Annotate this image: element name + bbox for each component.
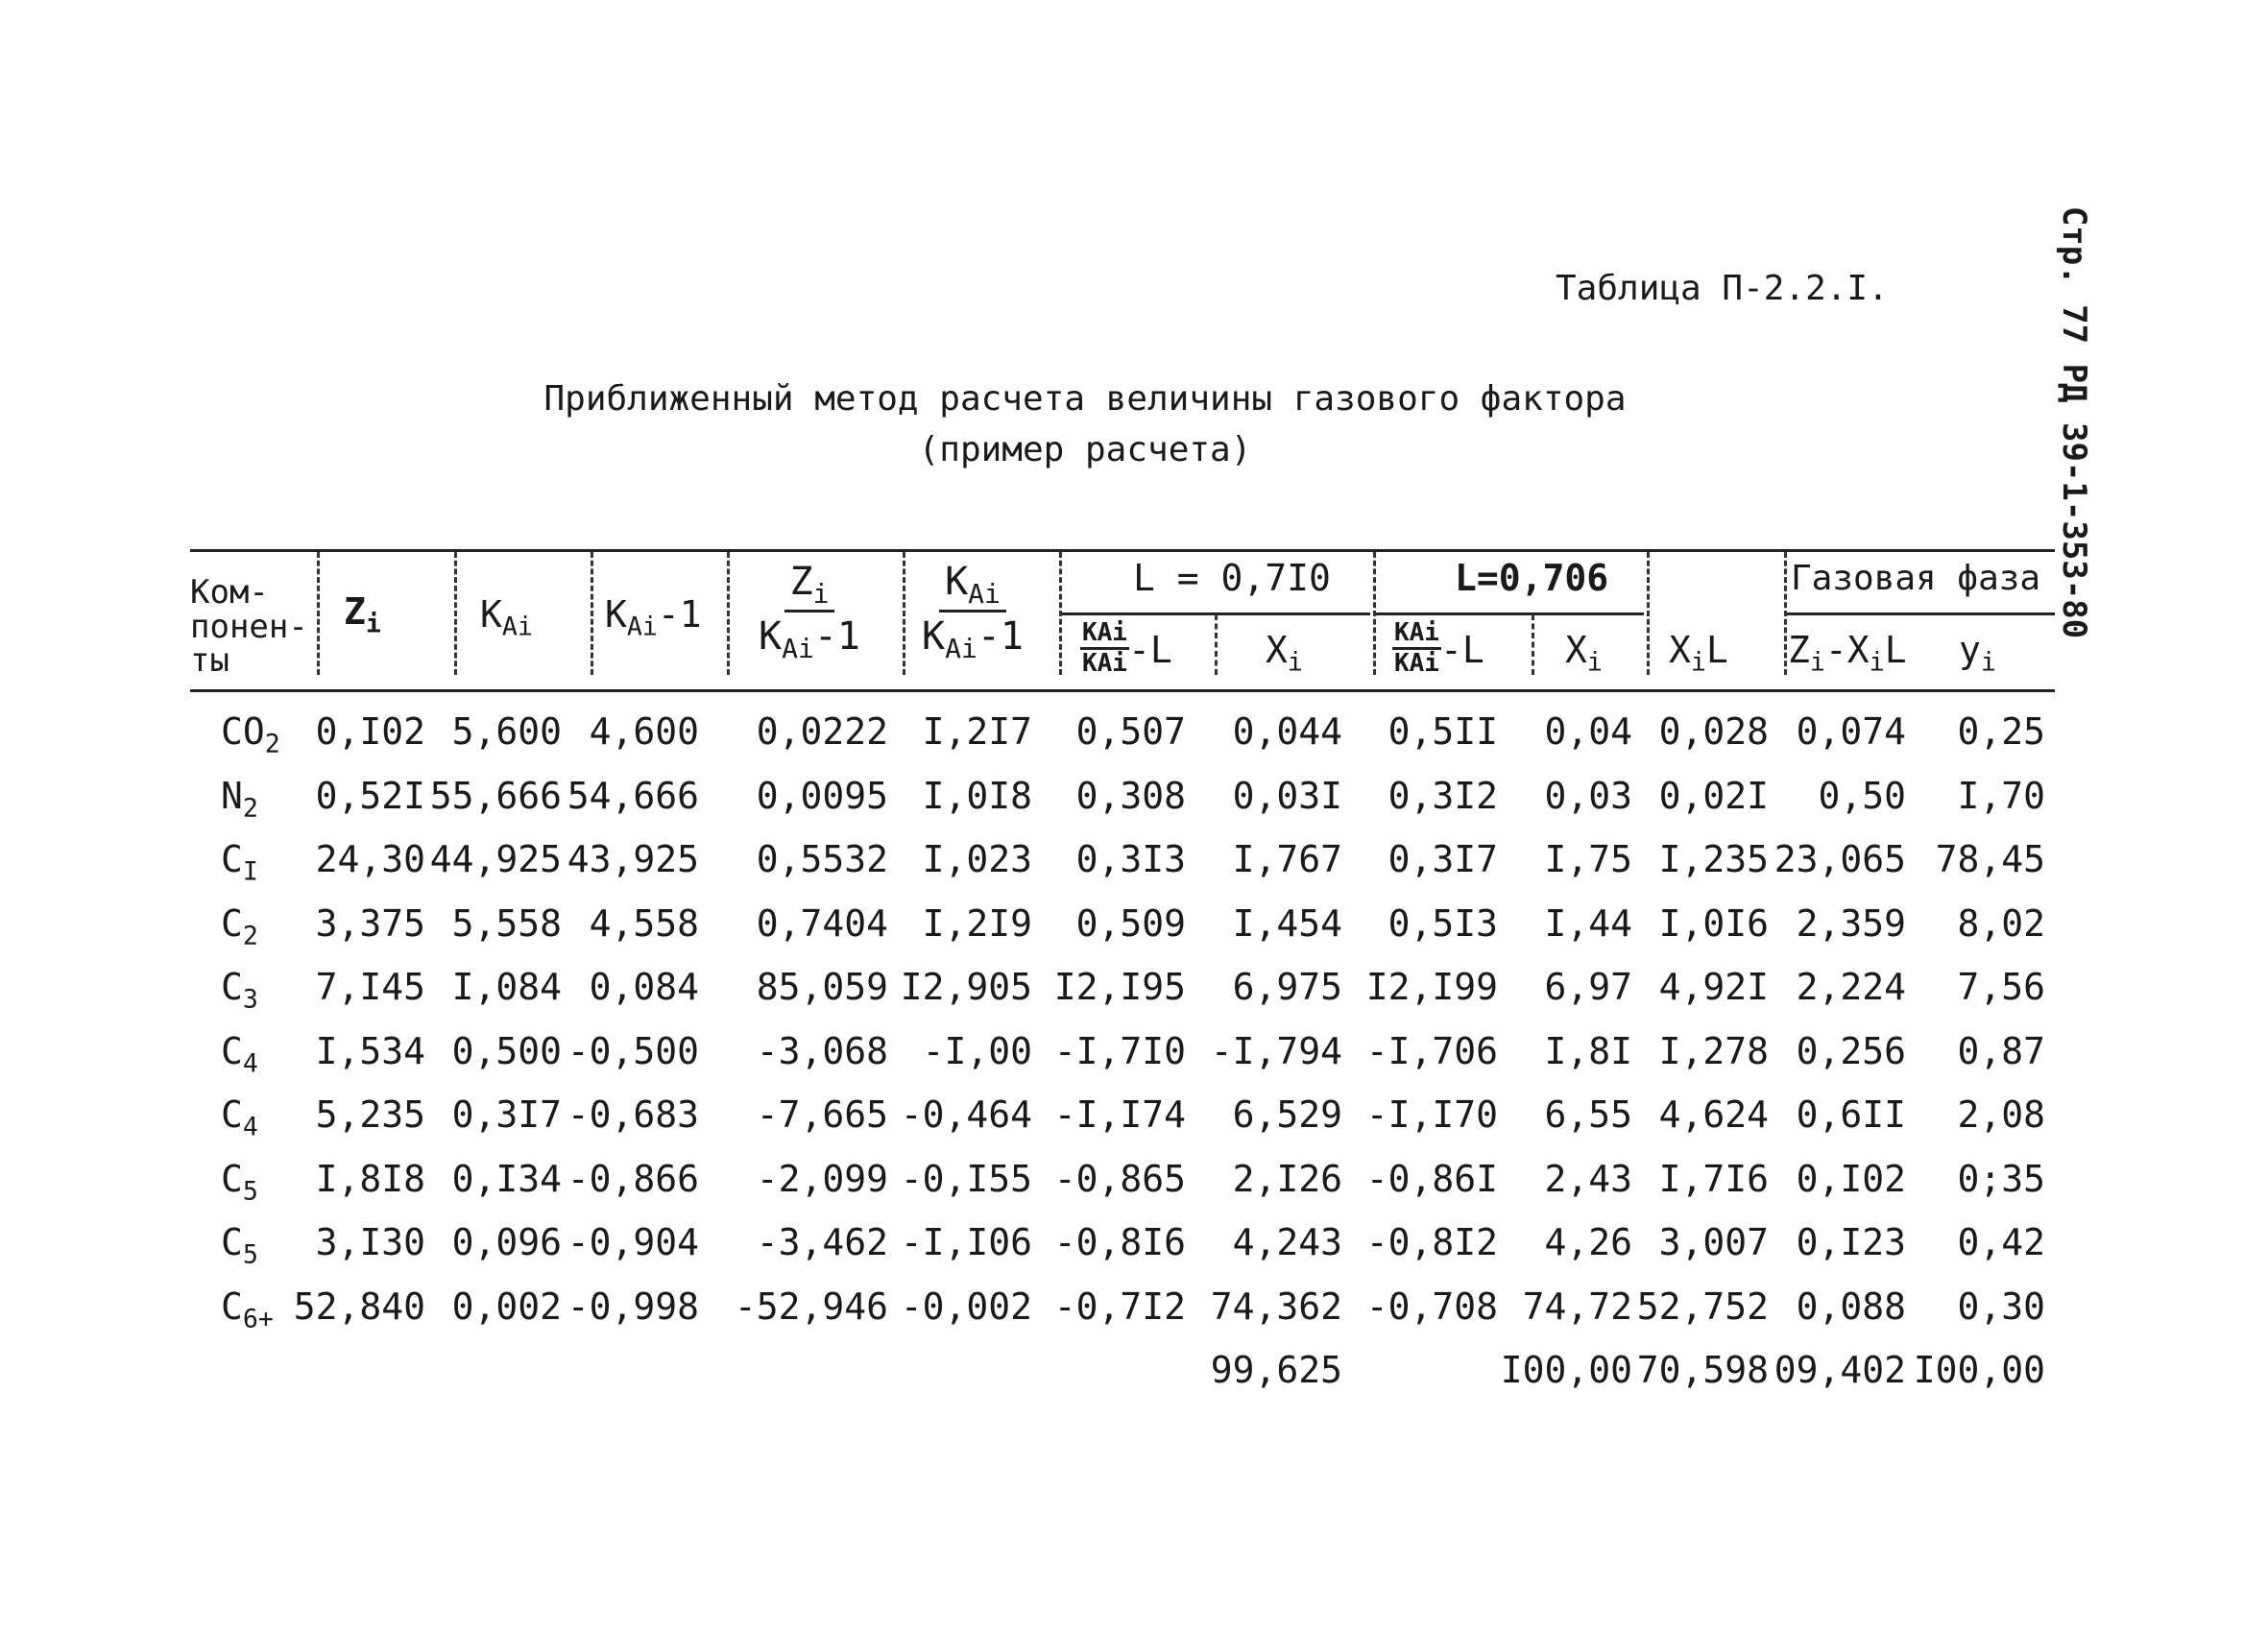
side-document-code (2036, 197, 2112, 648)
table-cell: -0,683 (567, 1093, 699, 1136)
table-cell: 23,065 (1773, 838, 1906, 880)
table-cell: 0,5I3 (1387, 901, 1498, 945)
header-k-minus-1: $K_{Ai}-1$ (605, 593, 702, 642)
table-cell: 52,840 (293, 1285, 425, 1328)
table-cell: -0,866 (567, 1157, 699, 1200)
table-cell: I,2I7 (922, 710, 1032, 753)
table-cell: 0,3I3 (1075, 838, 1186, 880)
table-cell: 0,500 (451, 1029, 562, 1072)
row-component: $C_I$ (221, 838, 258, 887)
table-cell: 5,235 (315, 1093, 425, 1136)
row-component: $C_{6+}$ (221, 1285, 274, 1334)
table-cell: -52,946 (734, 1285, 888, 1328)
table-cell: 78,45 (1935, 838, 2045, 880)
header-divider (454, 552, 457, 675)
table-cell: -3,462 (756, 1221, 888, 1263)
table-cell: 0,5II (1387, 710, 1498, 753)
header-divider (727, 552, 730, 675)
table-cell: 44,925 (429, 838, 562, 880)
header-divider (1532, 614, 1534, 675)
table-cell: -7,665 (756, 1093, 888, 1136)
table-cell: -I,I74 (1053, 1093, 1186, 1136)
table-cell: I,235 (1658, 838, 1769, 880)
table-cell: -I,I06 (900, 1221, 1032, 1263)
table-cell: 4,26 (1544, 1221, 1632, 1263)
table-cell: 74,362 (1210, 1285, 1342, 1328)
table-cell: 0,002 (451, 1285, 562, 1328)
table-cell: 0,I34 (451, 1157, 562, 1200)
table-cell: 5,600 (451, 710, 562, 753)
table-cell: 0,I23 (1796, 1221, 1906, 1263)
table-cell: -0,002 (900, 1285, 1032, 1328)
side-code-text: Стр. 77 РД 39-1-353-80 (2055, 205, 2093, 639)
header-group-l1: L = 0,7I0 (1133, 557, 1331, 599)
table-cell: -0,86I (1365, 1157, 1498, 1200)
row-component: $C_5$ (221, 1157, 258, 1207)
row-component: $N_2$ (221, 774, 258, 824)
header-gas-phase: Газовая фаза (1791, 559, 2041, 598)
header-k-ratio-l2: KAi KAi (1394, 618, 1439, 678)
table-top-rule (190, 549, 2055, 552)
table-cell: -0,464 (900, 1093, 1032, 1136)
table-cell: 55,666 (429, 774, 562, 817)
table-cell: -0,998 (567, 1285, 699, 1328)
table-cell: 2,I26 (1232, 1157, 1342, 1200)
header-divider (317, 552, 320, 675)
table-cell: 0,I02 (315, 710, 425, 753)
table-cell: I,454 (1232, 901, 1342, 945)
header-y: $y_i$ (1959, 629, 1996, 678)
header-k: $K_{Ai}$ (480, 593, 533, 642)
table-cell: I,534 (315, 1029, 425, 1072)
table-cell: I2,I99 (1365, 966, 1498, 1008)
header-bottom-rule (190, 689, 2055, 692)
table-cell: I,8I8 (315, 1157, 425, 1200)
table-cell: 0,42 (1957, 1221, 2045, 1263)
table-cell: -0,708 (1365, 1285, 1498, 1328)
table-cell: 4,243 (1232, 1221, 1342, 1263)
table-cell: 0,509 (1075, 901, 1186, 945)
table-cell: 0,084 (589, 966, 699, 1008)
table-cell: I,7I6 (1658, 1157, 1769, 1200)
table-cell: 2,224 (1796, 966, 1906, 1008)
table-cell: 0,02I (1658, 774, 1769, 817)
header-divider (1373, 552, 1376, 675)
table-cell: 2,08 (1957, 1093, 2045, 1136)
header-x-l2: $X_i$ (1565, 629, 1603, 678)
table-cell: 6,529 (1232, 1093, 1342, 1136)
table-cell: -0,7I2 (1053, 1285, 1186, 1328)
table-cell: I,084 (451, 966, 562, 1008)
table-cell: 3,I30 (315, 1221, 425, 1263)
table-cell: 0,0222 (756, 710, 888, 753)
table-cell: -I,7I0 (1053, 1029, 1186, 1072)
header-k-ratio-l1: KAi KAi (1082, 618, 1127, 678)
group-rule-gas (1786, 612, 2055, 615)
table-cell: I,278 (1658, 1029, 1769, 1072)
table-cell: I,023 (922, 838, 1032, 880)
table-subtitle: (пример расчета) (918, 430, 1252, 469)
table-cell: I,8I (1544, 1029, 1632, 1072)
table-cell: 8,02 (1957, 901, 2045, 945)
table-cell: 0,028 (1658, 710, 1769, 753)
table-cell: I2,905 (900, 966, 1032, 1008)
table-cell: -0,865 (1053, 1157, 1186, 1200)
table-cell: 74,72 (1522, 1285, 1632, 1328)
table-cell: 0,50 (1818, 774, 1906, 817)
header-z: $Z_i$ (344, 590, 381, 639)
table-cell: 6,55 (1544, 1093, 1632, 1136)
table-cell: 0,6II (1796, 1093, 1906, 1136)
table-cell: 5,558 (451, 901, 562, 945)
table-cell: I,70 (1957, 774, 2045, 817)
table-cell: 0,044 (1232, 710, 1342, 753)
table-cell: 85,059 (756, 966, 888, 1008)
table-cell: 0,3I7 (1387, 838, 1498, 880)
header-k-over-k-minus-1: $K_{Ai}$ $K_{Ai}-1$ (922, 560, 1024, 665)
table-cell: 0,308 (1075, 774, 1186, 817)
table-cell: -I,I70 (1365, 1093, 1498, 1136)
table-cell: 0,I02 (1796, 1157, 1906, 1200)
table-cell: 0,7404 (756, 901, 888, 945)
table-cell: 0,03I (1232, 774, 1342, 817)
header-components: Ком- понен- ты (190, 573, 308, 681)
group-rule-l2 (1375, 612, 1644, 615)
header-ratio-minus-l1: -L (1128, 629, 1172, 671)
header-x-l1: $X_i$ (1266, 629, 1303, 678)
table-cell: 0,507 (1075, 710, 1186, 753)
table-cell: -I,706 (1365, 1029, 1498, 1072)
table-cell: I,767 (1232, 838, 1342, 880)
total-y: I00,00 (1913, 1349, 2045, 1391)
total-xl: 70,598 (1636, 1349, 1769, 1391)
table-cell: 0,3I2 (1387, 774, 1498, 817)
table-cell: 52,752 (1636, 1285, 1769, 1328)
row-component: $C_4$ (221, 1029, 258, 1079)
table-cell: 3,007 (1658, 1221, 1769, 1263)
table-cell: 4,624 (1658, 1093, 1769, 1136)
total-zxl: 09,402 (1773, 1349, 1906, 1391)
table-cell: 7,56 (1957, 966, 2045, 1008)
table-cell: 43,925 (567, 838, 699, 880)
table-cell: 2,43 (1544, 1157, 1632, 1200)
table-cell: -I,794 (1210, 1029, 1342, 1072)
header-divider (1059, 552, 1062, 675)
table-cell: 2,359 (1796, 901, 1906, 945)
table-cell: I,0I6 (1658, 901, 1769, 945)
table-cell: 0,3I7 (451, 1093, 562, 1136)
table-cell: -0,8I6 (1053, 1221, 1186, 1263)
table-cell: 24,30 (315, 838, 425, 880)
table-cell: 0,04 (1544, 710, 1632, 753)
table-cell: -0,I55 (900, 1157, 1032, 1200)
table-cell: 0,03 (1544, 774, 1632, 817)
table-cell: 0,30 (1957, 1285, 2045, 1328)
row-component: $C_2$ (221, 901, 258, 951)
header-group-l2: L=0,706 (1455, 557, 1609, 599)
table-cell: 0;35 (1957, 1157, 2045, 1200)
row-component: $C_4$ (221, 1093, 258, 1142)
table-cell: 0,0095 (756, 774, 888, 817)
header-divider (1784, 552, 1787, 675)
header-xl: $X_iL$ (1669, 629, 1728, 678)
table-cell: 54,666 (567, 774, 699, 817)
table-cell: 4,92I (1658, 966, 1769, 1008)
table-cell: I,75 (1544, 838, 1632, 880)
total-x2: I00,00 (1500, 1349, 1632, 1391)
table-cell: 0,52I (315, 774, 425, 817)
table-cell: 0,088 (1796, 1285, 1906, 1328)
header-divider (1215, 614, 1218, 675)
table-cell: -0,904 (567, 1221, 699, 1263)
total-x1: 99,625 (1210, 1349, 1342, 1391)
header-divider (1647, 552, 1650, 675)
row-component: $C_5$ (221, 1221, 258, 1270)
row-component: $C_3$ (221, 966, 258, 1015)
table-cell: 4,600 (589, 710, 699, 753)
table-cell: 3,375 (315, 901, 425, 945)
table-cell: 0,5532 (756, 838, 888, 880)
table-label: Таблица П-2.2.I. (1556, 269, 1889, 308)
table-cell: 6,97 (1544, 966, 1632, 1008)
table-cell: I2,I95 (1053, 966, 1186, 1008)
header-divider (903, 552, 905, 675)
table-cell: 0,074 (1796, 710, 1906, 753)
table-cell: 0,25 (1957, 710, 2045, 753)
table-cell: -I,00 (922, 1029, 1032, 1072)
header-z-over-k-minus-1: $Z_i$ $K_{Ai}-1$ (759, 560, 860, 665)
table-cell: I,0I8 (922, 774, 1032, 817)
table-title: Приближенный метод расчета величины газового фактора (543, 379, 1627, 419)
table-cell: -2,099 (756, 1157, 888, 1200)
table-cell: -0,8I2 (1365, 1221, 1498, 1263)
table-cell: -0,500 (567, 1029, 699, 1072)
table-cell: -3,068 (756, 1029, 888, 1072)
header-ratio-minus-l2: -L (1440, 629, 1484, 671)
table-cell: I,2I9 (922, 901, 1032, 945)
header-divider (591, 552, 593, 675)
header-z-minus-xl: $Z_i-X_iL$ (1788, 629, 1907, 678)
table-cell: 7,I45 (315, 966, 425, 1008)
table-cell: I,44 (1544, 901, 1632, 945)
table-cell: 0,87 (1957, 1029, 2045, 1072)
table-cell: 0,256 (1796, 1029, 1906, 1072)
table-cell: 4,558 (589, 901, 699, 945)
table-cell: 6,975 (1232, 966, 1342, 1008)
row-component: $CO_2$ (221, 710, 280, 759)
table-cell: 0,096 (451, 1221, 562, 1263)
